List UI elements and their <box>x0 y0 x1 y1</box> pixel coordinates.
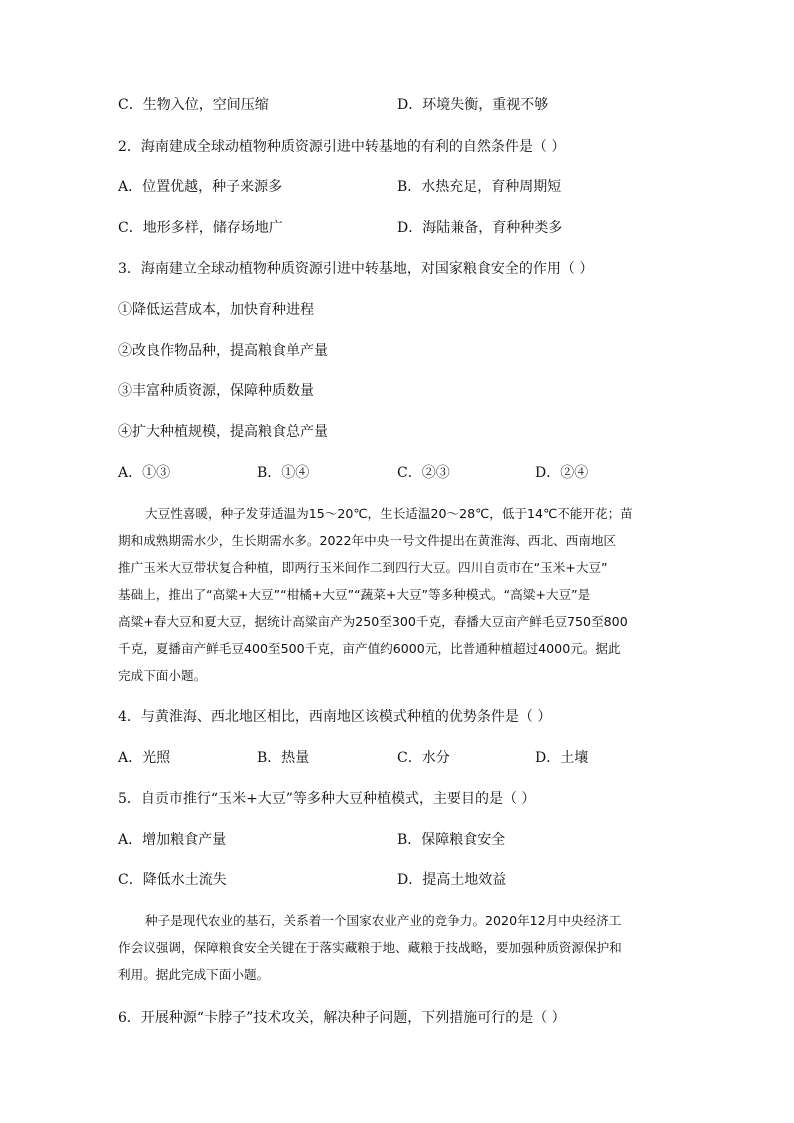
q3-statement-1: ①降低运营成本，加快育种进程 <box>118 302 314 318</box>
q4-option-d: D．土壤 <box>535 750 589 766</box>
q1-option-c: C．生物入位，空间压缩 <box>118 97 269 113</box>
q2-option-d: D．海陆兼备，育种种类多 <box>397 220 563 236</box>
passage-soybean-line-1: 大豆性喜暖，种子发芽适温为15～20℃，生长适温20～28℃，低于14℃不能开花；苗 <box>145 506 633 521</box>
passage-soybean <box>118 500 680 689</box>
passage-soybean-line-5: 高粱+春大豆和夏大豆，据统计高粱亩产为250至300千克，春播大豆亩产鲜毛豆750至800 <box>118 614 628 629</box>
q5-stem: 5．自贡市推行“玉米+大豆”等多种大豆种植模式，主要目的是（ ） <box>118 791 536 807</box>
q6-stem: 6．开展种源“卡脖子”技术攻关，解决种子问题，下列措施可行的是（ ） <box>118 1010 566 1026</box>
q1-option-d: D．环境失衡，重视不够 <box>397 97 549 113</box>
passage-soybean-line-6: 千克，夏播亩产鲜毛豆400至500千克，亩产值约6000元，比普通种植超过4000元。据此 <box>118 641 621 656</box>
q4-option-b: B．热量 <box>257 750 310 766</box>
passage-seed <box>118 907 680 988</box>
q3-statement-4: ④扩大种植规模，提高粮食总产量 <box>118 424 328 440</box>
passage-seed-line-3: 利用。据此完成下面小题。 <box>118 967 270 982</box>
passage-seed-line-2: 作会议强调，保障粮食安全关键在于落实藏粮于地、藏粮于技战略，要加强种质资源保护和 <box>118 940 622 955</box>
q5-option-c: C．降低水土流失 <box>118 872 227 888</box>
passage-soybean-line-4: 基础上，推出了“高粱+大豆”“柑橘+大豆”“蔬菜+大豆”等多种模式。“高粱+大豆”是 <box>118 587 591 602</box>
q3-statement-2: ②改良作物品种，提高粮食单产量 <box>118 343 328 359</box>
passage-soybean-line-7: 完成下面小题。 <box>118 668 207 683</box>
q5-option-a: A．增加粮食产量 <box>118 832 227 848</box>
q3-option-a: A．①③ <box>118 465 171 481</box>
passage-seed-line-1: 种子是现代农业的基石，关系着一个国家农业产业的竞争力。2020年12月中央经济工 <box>145 913 622 928</box>
q4-option-c: C．水分 <box>397 750 450 766</box>
q4-option-a: A．光照 <box>118 750 171 766</box>
q2-option-a: A．位置优越，种子来源多 <box>118 179 283 195</box>
q3-option-d: D．②④ <box>535 465 589 481</box>
q2-stem: 2．海南建成全球动植物种质资源引进中转基地的有利的自然条件是（ ） <box>118 139 566 155</box>
q2-option-c: C．地形多样，储存场地广 <box>118 220 283 236</box>
q3-option-c: C．②③ <box>397 465 450 481</box>
q3-option-b: B．①④ <box>257 465 310 481</box>
q5-option-d: D．提高土地效益 <box>397 872 507 888</box>
q2-option-b: B．水热充足，育种周期短 <box>397 179 562 195</box>
q4-stem: 4．与黄淮海、西北地区相比，西南地区该模式种植的优势条件是（ ） <box>118 709 552 725</box>
passage-soybean-line-2: 期和成熟期需水少，生长期需水多。2022年中央一号文件提出在黄淮海、西北、西南地区 <box>118 533 617 548</box>
q5-option-b: B．保障粮食安全 <box>397 832 506 848</box>
q3-stem: 3．海南建立全球动植物种质资源引进中转基地，对国家粮食安全的作用（ ） <box>118 261 594 277</box>
q3-statement-3: ③丰富种质资源，保障种质数量 <box>118 383 314 399</box>
passage-soybean-line-3: 推广玉米大豆带状复合种植，即两行玉米间作二到四行大豆。四川自贡市在“玉米+大豆” <box>118 560 608 575</box>
